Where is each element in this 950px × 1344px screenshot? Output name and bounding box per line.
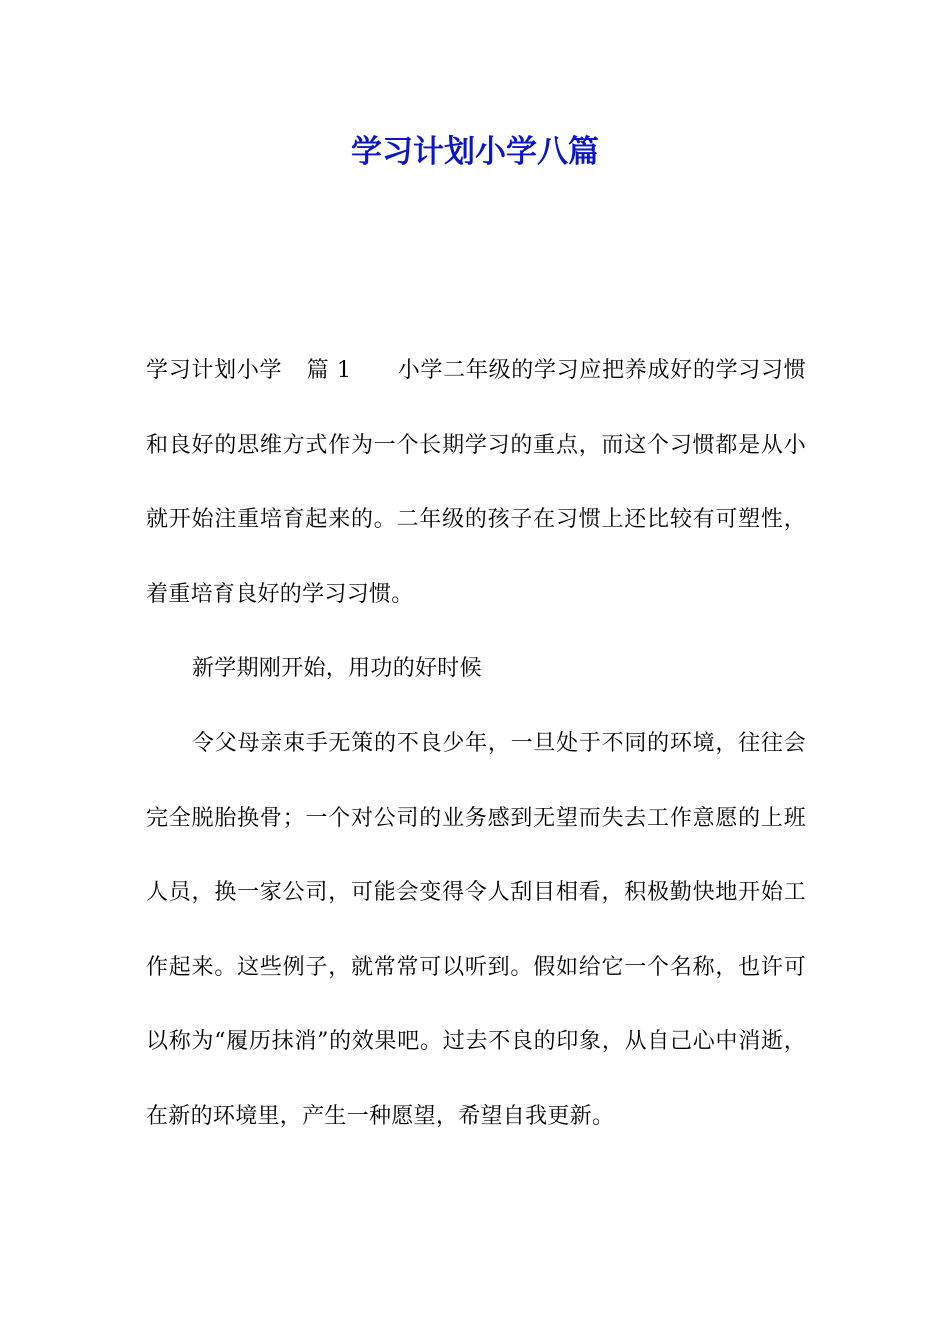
section-number: 篇 1 xyxy=(306,358,352,383)
section-heading: 学习计划小学 xyxy=(146,358,283,383)
document-body xyxy=(146,334,806,1155)
paragraph-1 xyxy=(146,334,806,632)
paragraph-1-text: 小学二年级的学习应把养成好的学习习惯和良好的思维方式作为一个长期学习的重点，而这个习惯都是从小就开始注重培育起来的。二年级的孩子在习惯上还比较有可塑性，着重培育良好的学习习惯。 xyxy=(146,358,807,607)
paragraph-3: 令父母亲束手无策的不良少年，一旦处于不同的环境，往往会完全脱胎换骨；一个对公司的业务感到无望而失去工作意愿的上班人员，换一家公司，可能会变得令人刮目相看，积极勤快地开始工作起来。这些例子，就常常可以听到。假如给它一个名称，也许可以称为“履历抹消”的效果吧。过去不良的印象，从自己心中消逝，在新的环境里，产生一种愿望，希望自我更新。 xyxy=(146,730,806,1129)
paragraph-2: 新学期刚开始，用功的好时候 xyxy=(192,656,482,682)
document-title: 学习计划小学八篇 xyxy=(351,134,599,170)
